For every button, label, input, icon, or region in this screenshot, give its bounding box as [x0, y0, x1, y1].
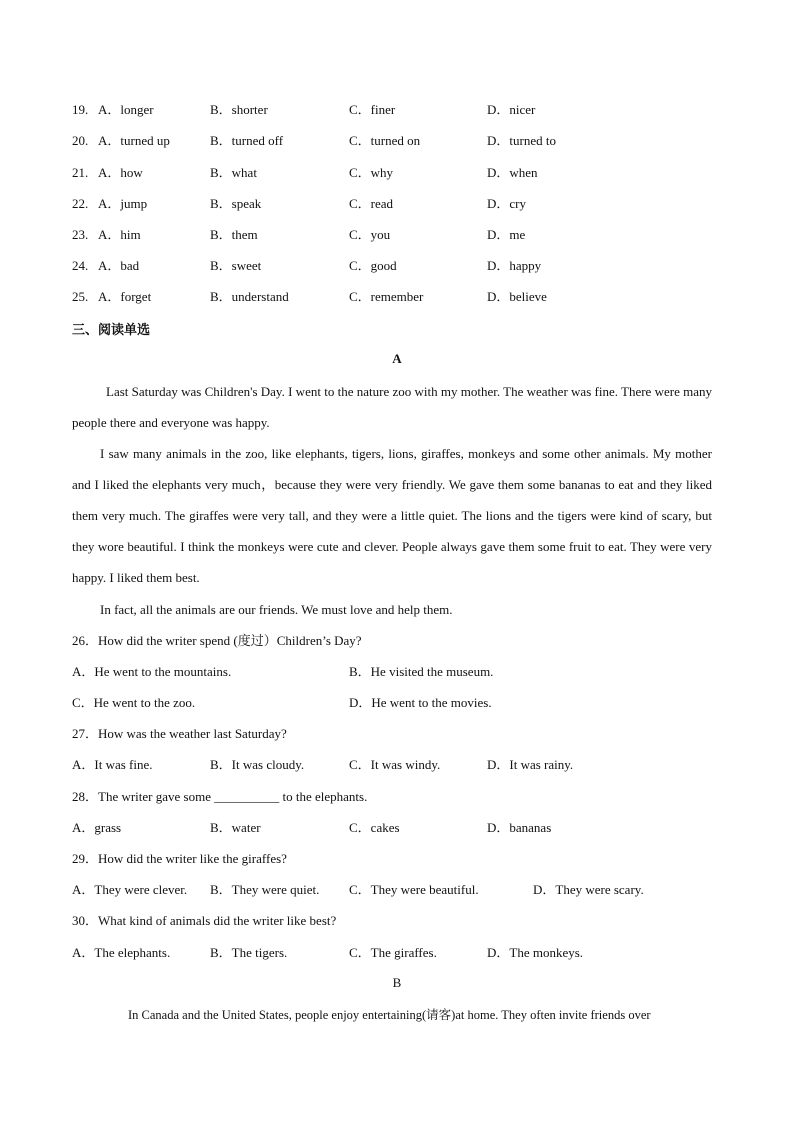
option-c: C．turned on: [349, 133, 421, 148]
option-d: D．nicer: [487, 102, 536, 117]
option-c: C．read: [349, 196, 394, 211]
passage-a-label: A: [392, 351, 402, 366]
question-number: 20.: [72, 133, 89, 148]
passage-b-first-line: In Canada and the United States, people enjoy entertaining(请客)at home. They often invite friends over: [128, 1008, 651, 1022]
question-30-stem: 30．What kind of animals did the writer like best?: [72, 913, 337, 928]
passage-a-paragraph-1: Last Saturday was Children's Day. I went to the nature zoo with my mother. The weather was fine. There were many people there and everyone was happy.: [72, 384, 712, 430]
passage-a-paragraph-3: In fact, all the animals are our friends. We must love and help them.: [100, 602, 453, 617]
option-c: C．remember: [349, 289, 424, 304]
question-26-stem: 26．How did the writer spend (度过）Children’s Day?: [72, 633, 362, 648]
option-d: D．believe: [487, 289, 547, 304]
option-b: B．They were quiet.: [210, 882, 320, 897]
option-d: D．when: [487, 165, 538, 180]
question-number: 19.: [72, 102, 89, 117]
option-b: B．understand: [210, 289, 289, 304]
option-c: C．good: [349, 258, 397, 273]
option-b: B．It was cloudy.: [210, 757, 305, 772]
question-number: 21.: [72, 165, 89, 180]
passage-b-label: B: [392, 975, 402, 990]
option-b: B．water: [210, 820, 261, 835]
option-d: D．They were scary.: [533, 882, 644, 897]
option-d: D．turned to: [487, 133, 556, 148]
option-d: D．It was rainy.: [487, 757, 574, 772]
question-27-stem: 27．How was the weather last Saturday?: [72, 726, 287, 741]
option-a: A．how: [98, 165, 143, 180]
option-b: B．The tigers.: [210, 945, 288, 960]
option-a: A．It was fine.: [72, 757, 153, 772]
option-c: C．finer: [349, 102, 396, 117]
option-a: A．bad: [98, 258, 140, 273]
option-b: B．speak: [210, 196, 262, 211]
question-28-stem: 28．The writer gave some __________ to the elephants.: [72, 789, 368, 804]
option-b: B．He visited the museum.: [349, 664, 494, 679]
option-a: A．He went to the mountains.: [72, 664, 232, 679]
option-d: D．bananas: [487, 820, 552, 835]
option-a: A．turned up: [98, 133, 170, 148]
option-a: A．jump: [98, 196, 148, 211]
option-c: C．It was windy.: [349, 757, 441, 772]
section-title: 三、阅读单选: [72, 323, 151, 338]
option-c: C．you: [349, 227, 391, 242]
question-29-stem: 29．How did the writer like the giraffes?: [72, 851, 287, 866]
option-a: A．The elephants.: [72, 945, 171, 960]
option-b: B．shorter: [210, 102, 268, 117]
question-number: 25.: [72, 289, 89, 304]
option-a: A．longer: [98, 102, 154, 117]
option-c: C．He went to the zoo.: [72, 695, 196, 710]
option-c: C．why: [349, 165, 394, 180]
question-number: 24.: [72, 258, 89, 273]
option-a: A．They were clever.: [72, 882, 188, 897]
option-d: D．The monkeys.: [487, 945, 584, 960]
option-a: A．him: [98, 227, 141, 242]
option-c: C．The giraffes.: [349, 945, 437, 960]
option-d: D．happy: [487, 258, 542, 273]
option-d: D．me: [487, 227, 526, 242]
question-number: 23.: [72, 227, 89, 242]
option-d: D．He went to the movies.: [349, 695, 492, 710]
option-b: B．sweet: [210, 258, 262, 273]
option-a: A．grass: [72, 820, 122, 835]
option-b: B．them: [210, 227, 258, 242]
option-c: C．They were beautiful.: [349, 882, 479, 897]
option-a: A．forget: [98, 289, 152, 304]
option-b: B．what: [210, 165, 257, 180]
option-b: B．turned off: [210, 133, 284, 148]
question-number: 22.: [72, 196, 89, 211]
option-c: C．cakes: [349, 820, 400, 835]
passage-a-paragraph-2: I saw many animals in the zoo, like elephants, tigers, lions, giraffes, monkeys and some other animals. My mother and I liked the elephants very much，because they were very friendly. We gave them some bananas to eat and they liked them very much. The giraffes were very tall, and they were a little quiet. The lions and the tigers were kind of scary, but they wore beautiful. I think the monkeys were cute and clever. People always gave them some fruit to eat. They were very happy. I liked them best.: [72, 446, 712, 585]
option-d: D．cry: [487, 196, 526, 211]
